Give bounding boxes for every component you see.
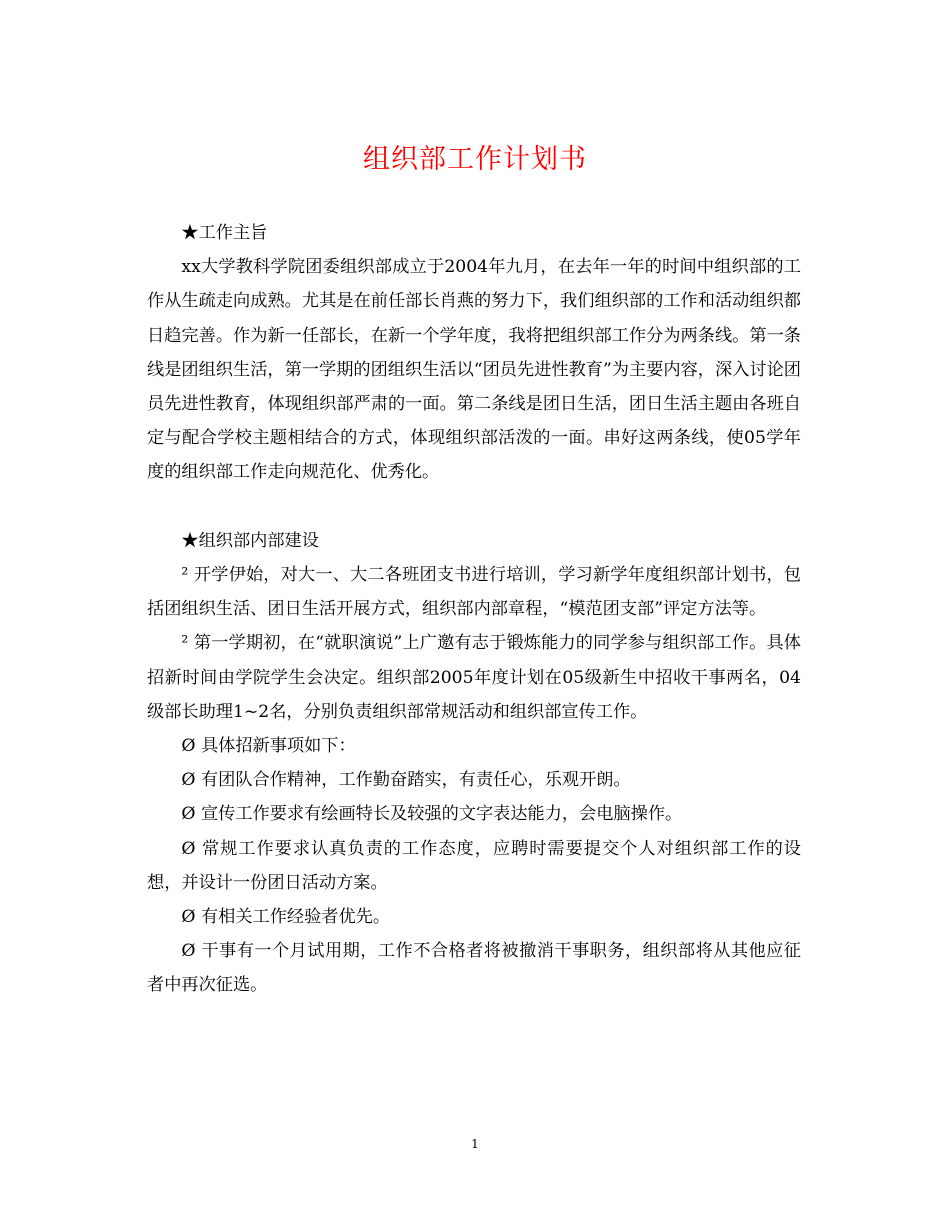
section-heading-internal-building: ★组织部内部建设 — [181, 530, 319, 551]
page-number: 1 — [471, 1137, 479, 1151]
recruitment-item-experience: Ø 有相关工作经验者优先。 — [181, 907, 391, 928]
recruitment-item-probation: Ø 干事有一个月试用期，工作不合格者将被撤消干事职务，组织部将从其他应征者中再次征选。 — [147, 941, 801, 996]
recruitment-item-routine-work: Ø 常规工作要求认真负责的工作态度，应聘时需要提交个人对组织部工作的设想，并设计一份团日活动方案。 — [147, 838, 801, 893]
recruitment-item-intro: Ø 具体招新事项如下： — [181, 736, 356, 757]
document-body — [147, 216, 801, 1003]
bullet-paragraph-training: ² 开学伊始，对大一、大二各班团支书进行培训，学习新学年度组织部计划书，包括团组织生活、团日生活开展方式，组织部内部章程，“模范团支部”评定方法等。 — [147, 565, 801, 620]
recruitment-item-publicity: Ø 宣传工作要求有绘画特长及较强的文字表达能力，会电脑操作。 — [181, 804, 683, 825]
mission-paragraph: xx大学教科学院团委组织部成立于2004年九月，在去年一年的时间中组织部的工作从生疏走向成熟。尤其是在前任部长肖燕的努力下，我们组织部的工作和活动组织都日趋完善。作为新一任部长，在新一个学年度，我将把组织部工作分为两条线。第一条线是团组织生活，第一学期的团组织生活以“团员先进性教育”为主要内容，深入讨论团员先进性教育，体现组织部严肃的一面。第二条线是团日生活，团日生活主题由各班自定与配合学校主题相结合的方式，体现组织部活泼的一面。串好这两条线，使05学年度的组织部工作走向规范化、优秀化。 — [147, 257, 801, 483]
bullet-paragraph-recruitment: ² 第一学期初，在“就职演说”上广邀有志于锻炼能力的同学参与组织部工作。具体招新时间由学院学生会决定。组织部2005年度计划在05级新生中招收干事两名，04级部长助理1~2名，分别负责组织部常规活动和组织部宣传工作。 — [147, 633, 801, 722]
recruitment-item-teamwork: Ø 有团队合作精神，工作勤奋踏实，有责任心，乐观开朗。 — [181, 770, 631, 791]
section-heading-mission: ★工作主旨 — [181, 223, 268, 243]
section-spacer — [147, 490, 801, 524]
document-title: 组织部工作计划书 — [363, 144, 587, 175]
